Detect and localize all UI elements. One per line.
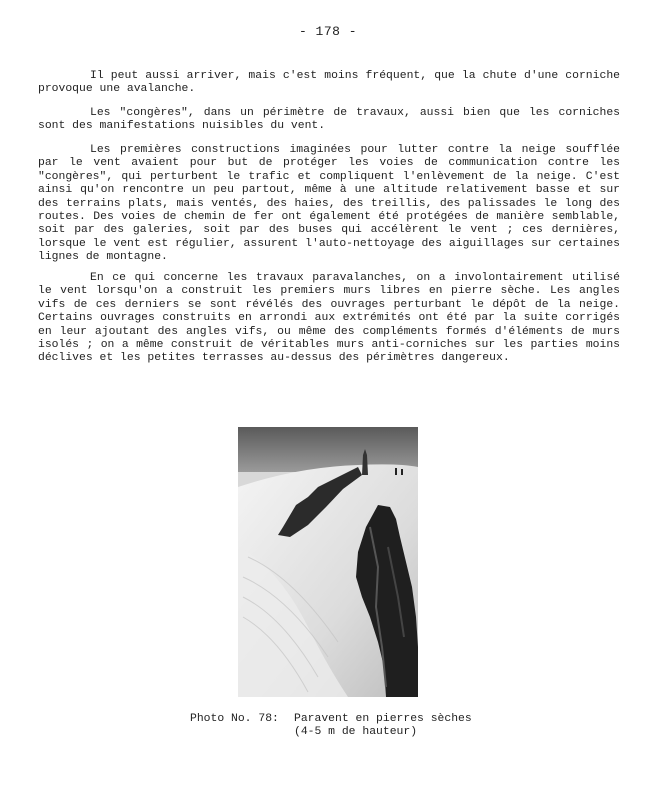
photo-caption-line-1: Paravent en pierres sèches xyxy=(294,713,472,725)
photo-image xyxy=(238,427,418,697)
paragraph-3: Les premières constructions imaginées pour lutter contre la neige soufflée par le vent avaient pour but de protéger les voies de communication contre les "congères", qui perturbent le trafic et compliquent l'enlèvement de la neige. C'est ainsi qu'on rencontre un peu partout, même à une altitude relativement basse et sur des terrains plats, mais ventés, des haies, des treillis, des palissades le long des routes. Des voies de chemin de fer ont également été protégées de manière semblable, soit par des galeries, soit par des buses qui accélèrent le vent ; ces dernières, lorsque le vent est régulier, assurent l'auto-nettoyage des aiguillages sur certaines lignes de montagne. xyxy=(38,144,620,264)
paragraph-1: Il peut aussi arriver, mais c'est moins fréquent, que la chute d'une corniche provoque une avalanche. xyxy=(38,70,620,96)
paragraph-2: Les "congères", dans un périmètre de travaux, aussi bien que les corniches sont des manifestations nuisibles du vent. xyxy=(38,107,620,133)
page-number: - 178 - xyxy=(298,24,358,39)
photo-caption-line-2: (4-5 m de hauteur) xyxy=(294,726,418,738)
paragraph-4: En ce qui concerne les travaux paravalanches, on a involontairement utilisé le vent lorsqu'on a construit les premiers murs libres en pierre sèche. Les angles vifs de ces derniers se sont révélés des ouvrages perturbant le dépôt de la neige. Certains ouvrages construits en arrondi aux extrémités ont été par la suite corrigés en leur ajoutant des angles vifs, ou même des compléments formés d'éléments de murs isolés ; on a même construit de véritables murs anti-corniches sur les parties moins déclives et les petites terrasses au-dessus des périmètres dangereux. xyxy=(38,272,620,365)
photo-snow-wall xyxy=(238,427,418,697)
photo-label: Photo No. 78: xyxy=(190,713,279,725)
